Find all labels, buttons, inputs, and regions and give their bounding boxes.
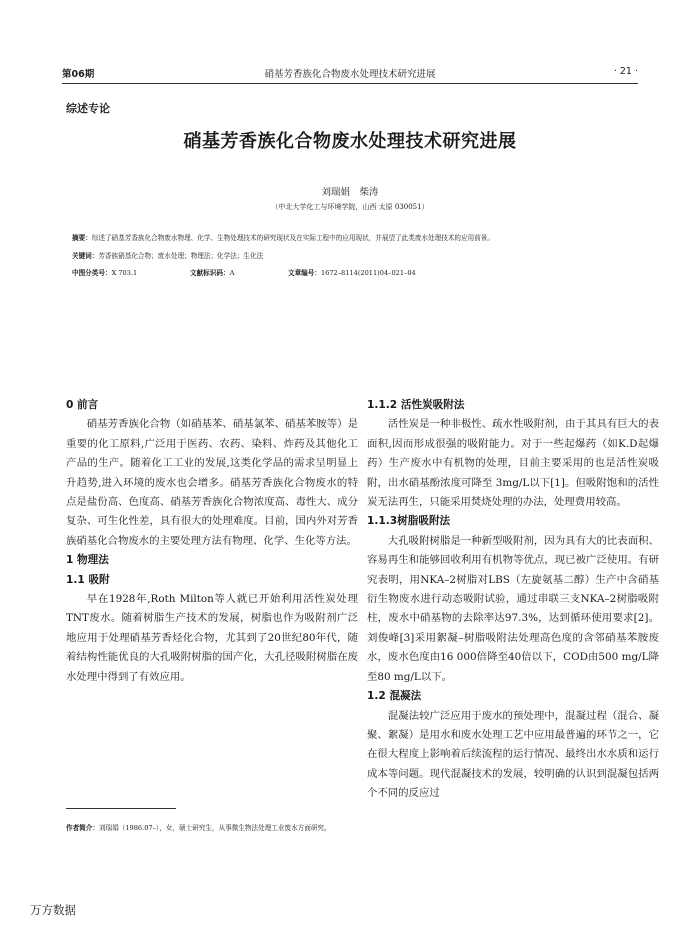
paragraph-coagulation: 混凝法较广泛应用于废水的预处理中，混凝过程（混合、凝聚、絮凝）是用水和废水处理工艺中应用最普遍的环节之一，它在很大程度上影响着后续流程的运行情况、最终出水水质和运行成本等问题。现代混凝技术的发展，较明确的认识到混凝包括两个不同的反应过 (367, 709, 659, 800)
page-number: · 21 · (613, 66, 638, 77)
keywords (72, 251, 630, 261)
article-title: 硝基芳香族化合物废水处理技术研究进展 (183, 131, 517, 152)
doc-code-label: 文献标识码： (190, 269, 230, 277)
header-rule (62, 83, 638, 84)
author-names: 刘瑞娟 柴涛 (321, 187, 379, 198)
author-footnote (66, 823, 356, 833)
author-affiliation: （中北大学化工与环境学院，山西 太原 030051） (271, 203, 429, 211)
keywords-text: 芳香族硝基化合物；废水处理；物理法；化学法；生化法 (98, 252, 264, 260)
issue-number: 第06期 (62, 69, 95, 80)
paragraph-preface: 硝基芳香族化合物（如硝基苯、硝基氯苯、硝基苯胺等）是重要的化工原料,广泛用于医药、农药、染料、炸药及其他化工产品的生产。随着化工工业的发展,这类化学品的需求呈明显上升趋势,进入环境的废水也会增多。硝基芳香族化合物废水的特点是盐份高、色度高、硝基芳香族化合物浓度高、毒性大、成分复杂、可生化性差，具有很大的处理难度。目前，国内外对芳香族硝基化合物废水的主要处理方法有物理、化学、生化等方法。 (66, 418, 358, 547)
abstract (72, 233, 630, 243)
abstract-text: 综述了硝基芳香族化合物废水物理、化学、生物处理技术的研究现状及在实际工程中的应用现状，并展望了此类废水处理技术的应用前景。 (91, 234, 494, 242)
doc-code-value: A (229, 269, 235, 277)
abstract-label: 摘要： (72, 234, 92, 242)
classification-codes (72, 268, 630, 278)
running-head (62, 66, 638, 82)
footnote-rule (66, 808, 176, 809)
section-heading-adsorption: 1.1 吸附 (66, 573, 110, 586)
paragraph-resin: 大孔吸附树脂是一种新型吸附剂，因为具有大的比表面积、容易再生和能够回收利用有机物等优点，现已被广泛使用。有研究表明，用NKA–2树脂对LBS（左旋氨基二醇）生产中含硝基衍生物废水进行动态吸附试验，通过串联三支NKA–2树脂吸附柱，废水中硝基物的去除率达97.3%，达到循环使用要求[2]。刘俊峰[3]采用絮凝–树脂吸附法处理高色度的含邻硝基苯胺废水，废水色度由16 000倍降至40倍以下，COD由500 mg/L降至80 mg/L以下。 (367, 534, 659, 683)
keywords-label: 关键词： (72, 252, 99, 260)
article-number-label: 文章编号： (288, 269, 321, 277)
article-number-value: 1672–8114(2011)04–021–04 (320, 269, 416, 277)
section-heading-physical: 1 物理法 (66, 554, 109, 567)
right-column (367, 396, 659, 804)
clc-label: 中图分类号： (72, 269, 112, 277)
wanfang-watermark: 万方数据 (30, 903, 76, 917)
footnote-text: 刘瑞娟（1986.07–），女，硕士研究生，从事微生物法处理工业废水方面研究。 (98, 824, 331, 832)
running-head-title: 硝基芳香族化合物废水处理技术研究进展 (264, 69, 436, 80)
section-heading-preface: 0 前言 (66, 399, 99, 411)
paragraph-activated-carbon: 活性炭是一种非极性、疏水性吸附剂，由于其具有巨大的表面积,因而形成很强的吸附能力。对于一些起爆药（如K.D起爆药）生产废水中有机物的处理，目前主要采用的也是活性炭吸附，出水硝基酚浓度可降至 3mg/L以下[1]。但吸附饱和的活性炭无法再生，只能采用焚烧处理的办法，处理费用较高。 (367, 418, 659, 509)
section-heading-activated-carbon: 1.1.2 活性炭吸附法 (367, 399, 465, 411)
footnote-label: 作者简介： (66, 824, 99, 832)
section-heading-coagulation: 1.2 混凝法 (367, 690, 422, 703)
column-label: 综述专论 (66, 102, 110, 115)
left-column (66, 396, 358, 687)
section-heading-resin: 1.1.3树脂吸附法 (367, 515, 451, 528)
clc-value: X 703.1 (111, 269, 138, 277)
paragraph-adsorption: 早在1928年,Roth Milton等人就已开始利用活性炭处理TNT废水。随着树脂生产技术的发展，树脂也作为吸附剂广泛地应用于处理硝基芳香烃化合物，尤其到了20世纪80年代，随着结构性能优良的大孔吸附树脂的国产化，大孔径吸附树脂在废水处理中得到了有效应用。 (66, 593, 358, 683)
